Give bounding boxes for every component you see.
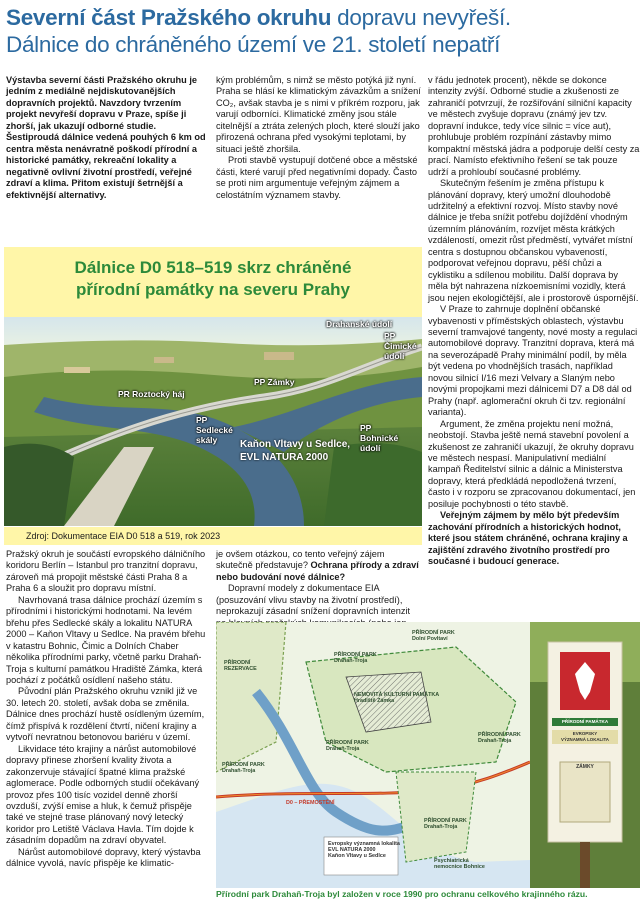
col2-paragraph-1: kým problémům, s nimž se město potýká již nyní. Praha se hlásí ke klimatickým závazkům a snížení CO₂, avšak stavba je s nimi v příkrém rozporu, jak varují odborníci. Klimatické změny jsou stále citelnější a ztráta zelených ploch, které slouží jako přirozená ochrana před vysokými teplotami, by situaci ještě zhoršila. (216, 75, 421, 154)
col1b-paragraph-2: Navrhovaná trasa dálnice prochází územím s přírodními i historickými hodnotami. Na levém břehu přes Sedlecké skály a lokalitu NATURA 2000 – Kaňon Vltavy u Sedlce. Na pravém břehu v katastru Bohnic, Čimic a Dolních Chaber několika přírodními parky, včetně parku Drahaň-Troja s kulturní památkou Hradiště Zámka, která pochází z počátků osídlení našeho státu. (6, 594, 206, 685)
sign-text-zamky: ZÁMKY (576, 764, 594, 770)
column-1-bottom (6, 549, 210, 870)
map-label-psychiatricka-nemocnice: Psychiatrická nemocnice Bohnice (434, 858, 485, 871)
headline-line-1 (6, 4, 638, 31)
illustration-caption: Zdroj: Dokumentace EIA D0 518 a 519, rok 2023 (4, 527, 422, 545)
col3-paragraph-2: Skutečným řešením je změna přístupu k plánování dopravy, který umožní dlouhodobě udržitelný a efektivní rozvoj. Místo stavby nové dálnice je třeba snížit potřebu dojíždění vhodným územním plánováním, rozvíjet města krátkých vzdáleností, omezit růst předměstí, vytvářet místní centra s dostupnou občanskou vybaveností, podporovat veřejnou dopravu, pěší chůzi a cyklistiku a sdílenou mobilitu. Další doprava by měla být nahrazena nízkoemisními vozidly, která jsou nejen ekologičtější, ale i prostorově úspornější. (428, 178, 639, 303)
col1b-paragraph-1: Pražský okruh je součástí evropského dálničního koridoru Berlín – Istanbul pro tranzitní dopravu, zároveň má propojit městské části Praha 8 a Praha 6 a sloužit pro dopravu místní. (6, 549, 206, 594)
nature-reserve-sign-photo (530, 622, 640, 888)
label-evl-natura: EVL NATURA 2000 (240, 452, 329, 463)
route-aerial-illustration (4, 247, 422, 545)
col2-paragraph-2: Proti stavbě vystupují dotčené obce a městské části, které varují před negativními dopady. Často se proti nim argumentuje veřejným zájmem a celostátním významem stavby. (216, 155, 418, 200)
lead-text: Výstavba severní části Pražského okruhu je jedním z mediálně nejdiskutovanějších dopravních projektů. Navzdory tvrzením projekt nevyřeší dopravu v Praze, spíše ji zhorší, jak ukazují odborné studie. Šestiproudá dálnice vedená pouhých 6 km od centra města nenávratně poškodí přírodní a historické památky, rekreační lokality a negativně ovlivní životní prostředí, veřejné zdraví a klima. Přitom existují šetrnější a efektivnější alternativy. (6, 75, 206, 200)
col2b-question (216, 549, 422, 583)
headline (6, 4, 638, 59)
col3-paragraph-3: V Praze to zahrnuje doplnění občanské vybavenosti v příměstských oblastech, výstavbu severní tramvajové tangenty, nové mosty a regulaci automobilové dopravy. Tranzitní doprava, která má na severozápadě Prahy minimální podíl, by měla být vedena po vhodnějších trasách, například novou silnicí I/16 mezi Velvary a Slaným nebo novými propojkami mezi dálnicemi D7 a D8 dál od Prahy (např. aglomerační okruh či tzv. regionální varianta). (428, 304, 638, 418)
illustration-title (4, 247, 422, 317)
headline-line-2: Dálnice do chráněného území ve 21. století nepatří (6, 32, 501, 57)
map-label-park-right: PŘÍRODNÍ PARK Drahaň-Troja (478, 732, 521, 745)
headline-bold: Severní část Pražského okruhu (6, 5, 332, 30)
park-map (216, 622, 530, 888)
col2b-question-plain: je ovšem otázkou, co tento veřejný zájem skutečně představuje? (216, 549, 385, 571)
column-3 (428, 75, 640, 567)
col3-paragraph-4: Argument, že změna projektu není možná, neobstojí. Stavba ještě nemá stavební povolení a zkušenost ze zahraničí ukazují, že okruhy dopravu ve městech nespasí. Manipulativní mediální kampaň Ředitelství silnic a dálnic a Ministerstva dopravy, která předkládá nepodložená tvrzení, často i v rozporu se zpracovanou dokumentací, jen posiluje pochybnosti o této stavbě. (428, 418, 636, 509)
lead-paragraph (6, 75, 210, 201)
sign-text-prirodni-pamatka: PŘÍRODNÍ PAMÁTKA (561, 719, 609, 724)
sign-drawing (530, 622, 640, 888)
map-label-evl: Evropsky významná lokalita EVL NATURA 2000 Kaňon Vltavy u Sedlce (328, 841, 400, 860)
label-kanon-vltavy: Kaňon Vltavy u Sedlce, (240, 439, 351, 450)
label-cimicke-udoli: PP Čimické údolí (384, 331, 417, 361)
col1b-paragraph-5: Nárůst automobilové dopravy, který výstavba dálnice vyvolá, navíc přispěje ke klimatic- (6, 846, 201, 869)
illustration-title-line-2: přírodní památky na severu Prahy (76, 280, 350, 299)
label-zamky: PP Zámky (254, 377, 295, 387)
map-label-park-drahan-mid: PŘÍRODNÍ PARK Drahaň-Troja (326, 740, 369, 753)
map-label-d0-premosteni: D0 – PŘEMOSTĚNÍ (286, 800, 335, 806)
col3-paragraph-1: v řádu jednotek procent), někde se dokonce intenzity zvýší. Odborné studie a zkušenosti ze zahraničí potvrzují, že rozšiřování silniční kapacity ve městech zvyšuje dopravu (známý jev tzv. dopravní indukce, tedy více silnic = více aut), prohlubuje problém rozpínání zástavby mimo kompaktní městská jádra a podporuje delší cesty za prací. Namísto efektivního řešení se tak pouze udrží a prohloubí současné problémy. (428, 75, 640, 177)
label-roztocky-haj: PR Roztocký háj (118, 389, 185, 399)
col2b-question-bold: Ochrana přírody a zdraví nebo budování nové dálnice? (216, 560, 419, 582)
label-drahanske-udoli: Drahanské údolí (326, 319, 393, 329)
label-bohnicke-udoli: PP Bohnické údolí (360, 423, 399, 453)
sign-text-evl: EVROPSKY VÝZNAMNÁ LOKALITA (561, 731, 609, 742)
park-caption: Přírodní park Drahaň-Troja byl založen v roce 1990 pro ochranu celkového krajinného rázu. (216, 889, 588, 899)
map-label-park-dolni-povltavi: PŘÍRODNÍ PARK Dolní Povltaví (412, 630, 455, 643)
col1b-paragraph-4: Likvidace této krajiny a nárůst automobilové dopravy přinese zhoršení kvality života a zakonzervuje stávající špatné klima pražské aglomerace. Podle odborných studií očekávaný provoz přes 100 tisíc vozidel denně zhorší ovzduší, zvýší emise a hluk, k čemuž přispěje také ve stejné trase plánovaný nový letecký koridor pro Letiště Václava Havla. Tím dojde k zásadním dopadům na zdraví obyvatel. (6, 743, 200, 846)
map-label-prirodni-rezervace: PŘÍRODNÍ REZERVACE (224, 660, 257, 673)
column-2-bottom (216, 549, 422, 629)
map-label-park-drahan-bottom: PŘÍRODNÍ PARK Drahaň-Troja (424, 818, 467, 831)
col2b-paragraph-2: Dopravní modely z dokumentace EIA (posuzování vlivu stavby na životní prostředí), neprokazují zásadní snížení dopravních intenzit (216, 583, 411, 617)
label-sedlecke-skaly: PP Sedlecké skály (196, 415, 233, 445)
map-label-park-drahan-left: PŘÍRODNÍ PARK Drahaň-Troja (222, 762, 265, 775)
col1b-paragraph-3: Původní plán Pražského okruhu vznikl již ve 30. letech 20. století, avšak doba se změnila. Dálnice dnes prochází hustě osídleným územím, čímž přispívá k rozdělení čtvrtí, ničení krajiny a vytvoří nevratnou betonovou bariéru v území. (6, 686, 205, 743)
headline-rest: dopravu nevyřeší. (331, 5, 511, 30)
col3-conclusion: Veřejným zájmem by mělo být především zachování přírodních a historických hodnot, které jsou státem chráněné, ochrana krajiny a zajištění zdravého životního prostředí pro současné i budoucí generace. (428, 510, 628, 567)
map-label-kulturni-pamatka: NEMOVITÁ KULTURNÍ PAMÁTKA Hradiště Zámka (354, 692, 440, 705)
map-label-park-drahan-top: PŘÍRODNÍ PARK Drahaň-Troja (334, 652, 377, 665)
column-2-top (216, 75, 422, 201)
illustration-title-line-1: Dálnice D0 518–519 skrz chráněné (74, 258, 352, 277)
